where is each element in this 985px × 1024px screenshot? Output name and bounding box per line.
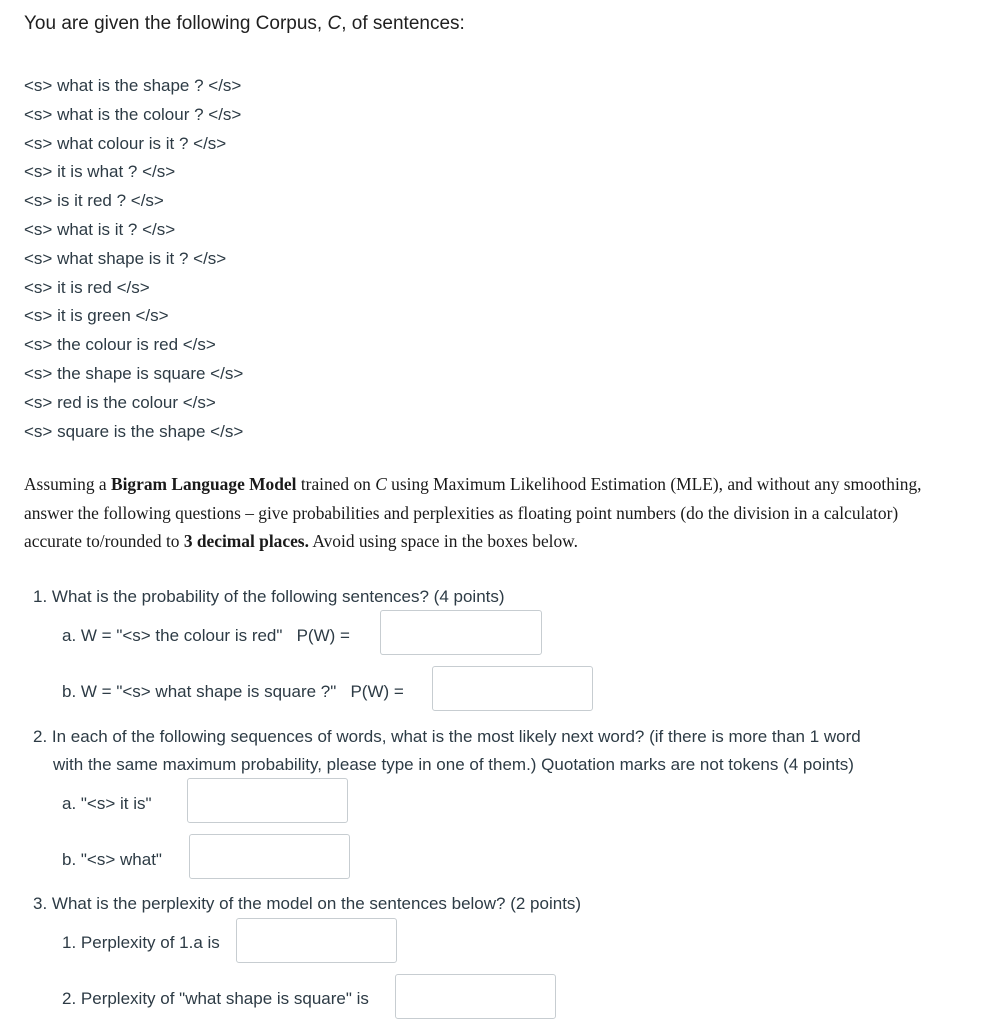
corpus-sentence: <s> square is the shape </s>: [24, 421, 244, 441]
question-2a-label: a. "<s> it is": [62, 794, 152, 813]
question-1b-label: b. W = "<s> what shape is square ?" P(W) =: [62, 682, 404, 701]
question-1-title: 1. What is the probability of the following sentences? (4 points): [33, 587, 505, 606]
intro-text: [24, 13, 465, 35]
intro-before: You are given the following Corpus,: [24, 13, 328, 34]
question-2b-label: b. "<s> what": [62, 850, 162, 869]
question-3-title: 3. What is the perplexity of the model on the sentences below? (2 points): [33, 894, 582, 913]
corpus-sentence: <s> it is red </s>: [24, 277, 150, 297]
instructions-part3: using Maximum Likelihood Estimation (MLE), and without any smoothing, answer the following questions – give probabilities and perplexities as floating point numbers (do the division in a calculator) accurate to/rounded to: [24, 474, 922, 551]
corpus-sentence: <s> what is it ? </s>: [24, 219, 176, 239]
intro-corpus-var: C: [327, 13, 342, 34]
corpus-sentence: <s> the colour is red </s>: [24, 335, 216, 355]
question-2-title-line2: with the same maximum probability, please type in one of them.) Quotation marks are not tokens (4 points): [53, 755, 854, 774]
corpus-sentence: <s> red is the colour </s>: [24, 392, 216, 412]
instructions-precision: 3 decimal places.: [183, 531, 309, 551]
corpus-sentence: <s> what shape is it ? </s>: [24, 248, 227, 268]
corpus-sentence: <s> what colour is it ? </s>: [24, 133, 227, 153]
instructions-part4: Avoid using space in the boxes below.: [308, 531, 578, 551]
corpus-sentence: <s> is it red ? </s>: [24, 191, 164, 211]
corpus-sentence: <s> what is the shape ? </s>: [24, 76, 242, 95]
corpus-sentence: <s> it is what ? </s>: [24, 162, 176, 182]
answer-3a-input[interactable]: [236, 918, 397, 963]
instructions-part1: Assuming a: [24, 474, 111, 494]
answer-1b-input[interactable]: [432, 666, 593, 711]
answer-2a-input[interactable]: [187, 778, 348, 823]
corpus-list: [24, 72, 243, 446]
question-3a-label: 1. Perplexity of 1.a is: [62, 933, 220, 952]
instructions-model-name: Bigram Language Model: [110, 474, 297, 494]
intro-after: , of sentences:: [341, 13, 465, 34]
answer-3b-input[interactable]: [395, 974, 556, 1019]
instructions-part2: trained on: [296, 474, 376, 494]
instructions-corpus-var: C: [375, 474, 387, 494]
answer-1a-input[interactable]: [380, 610, 542, 655]
corpus-sentence: <s> the shape is square </s>: [24, 363, 244, 383]
question-2-title-line1: 2. In each of the following sequences of words, what is the most likely next word? (if there is more than 1 word: [33, 727, 861, 746]
answer-2b-input[interactable]: [189, 834, 350, 879]
instructions-paragraph: [24, 470, 954, 556]
corpus-sentence: <s> what is the colour ? </s>: [24, 104, 242, 124]
question-3b-label: 2. Perplexity of "what shape is square" is: [62, 989, 369, 1008]
corpus-sentence: <s> it is green </s>: [24, 306, 169, 326]
question-1a-label: a. W = "<s> the colour is red" P(W) =: [62, 626, 350, 645]
